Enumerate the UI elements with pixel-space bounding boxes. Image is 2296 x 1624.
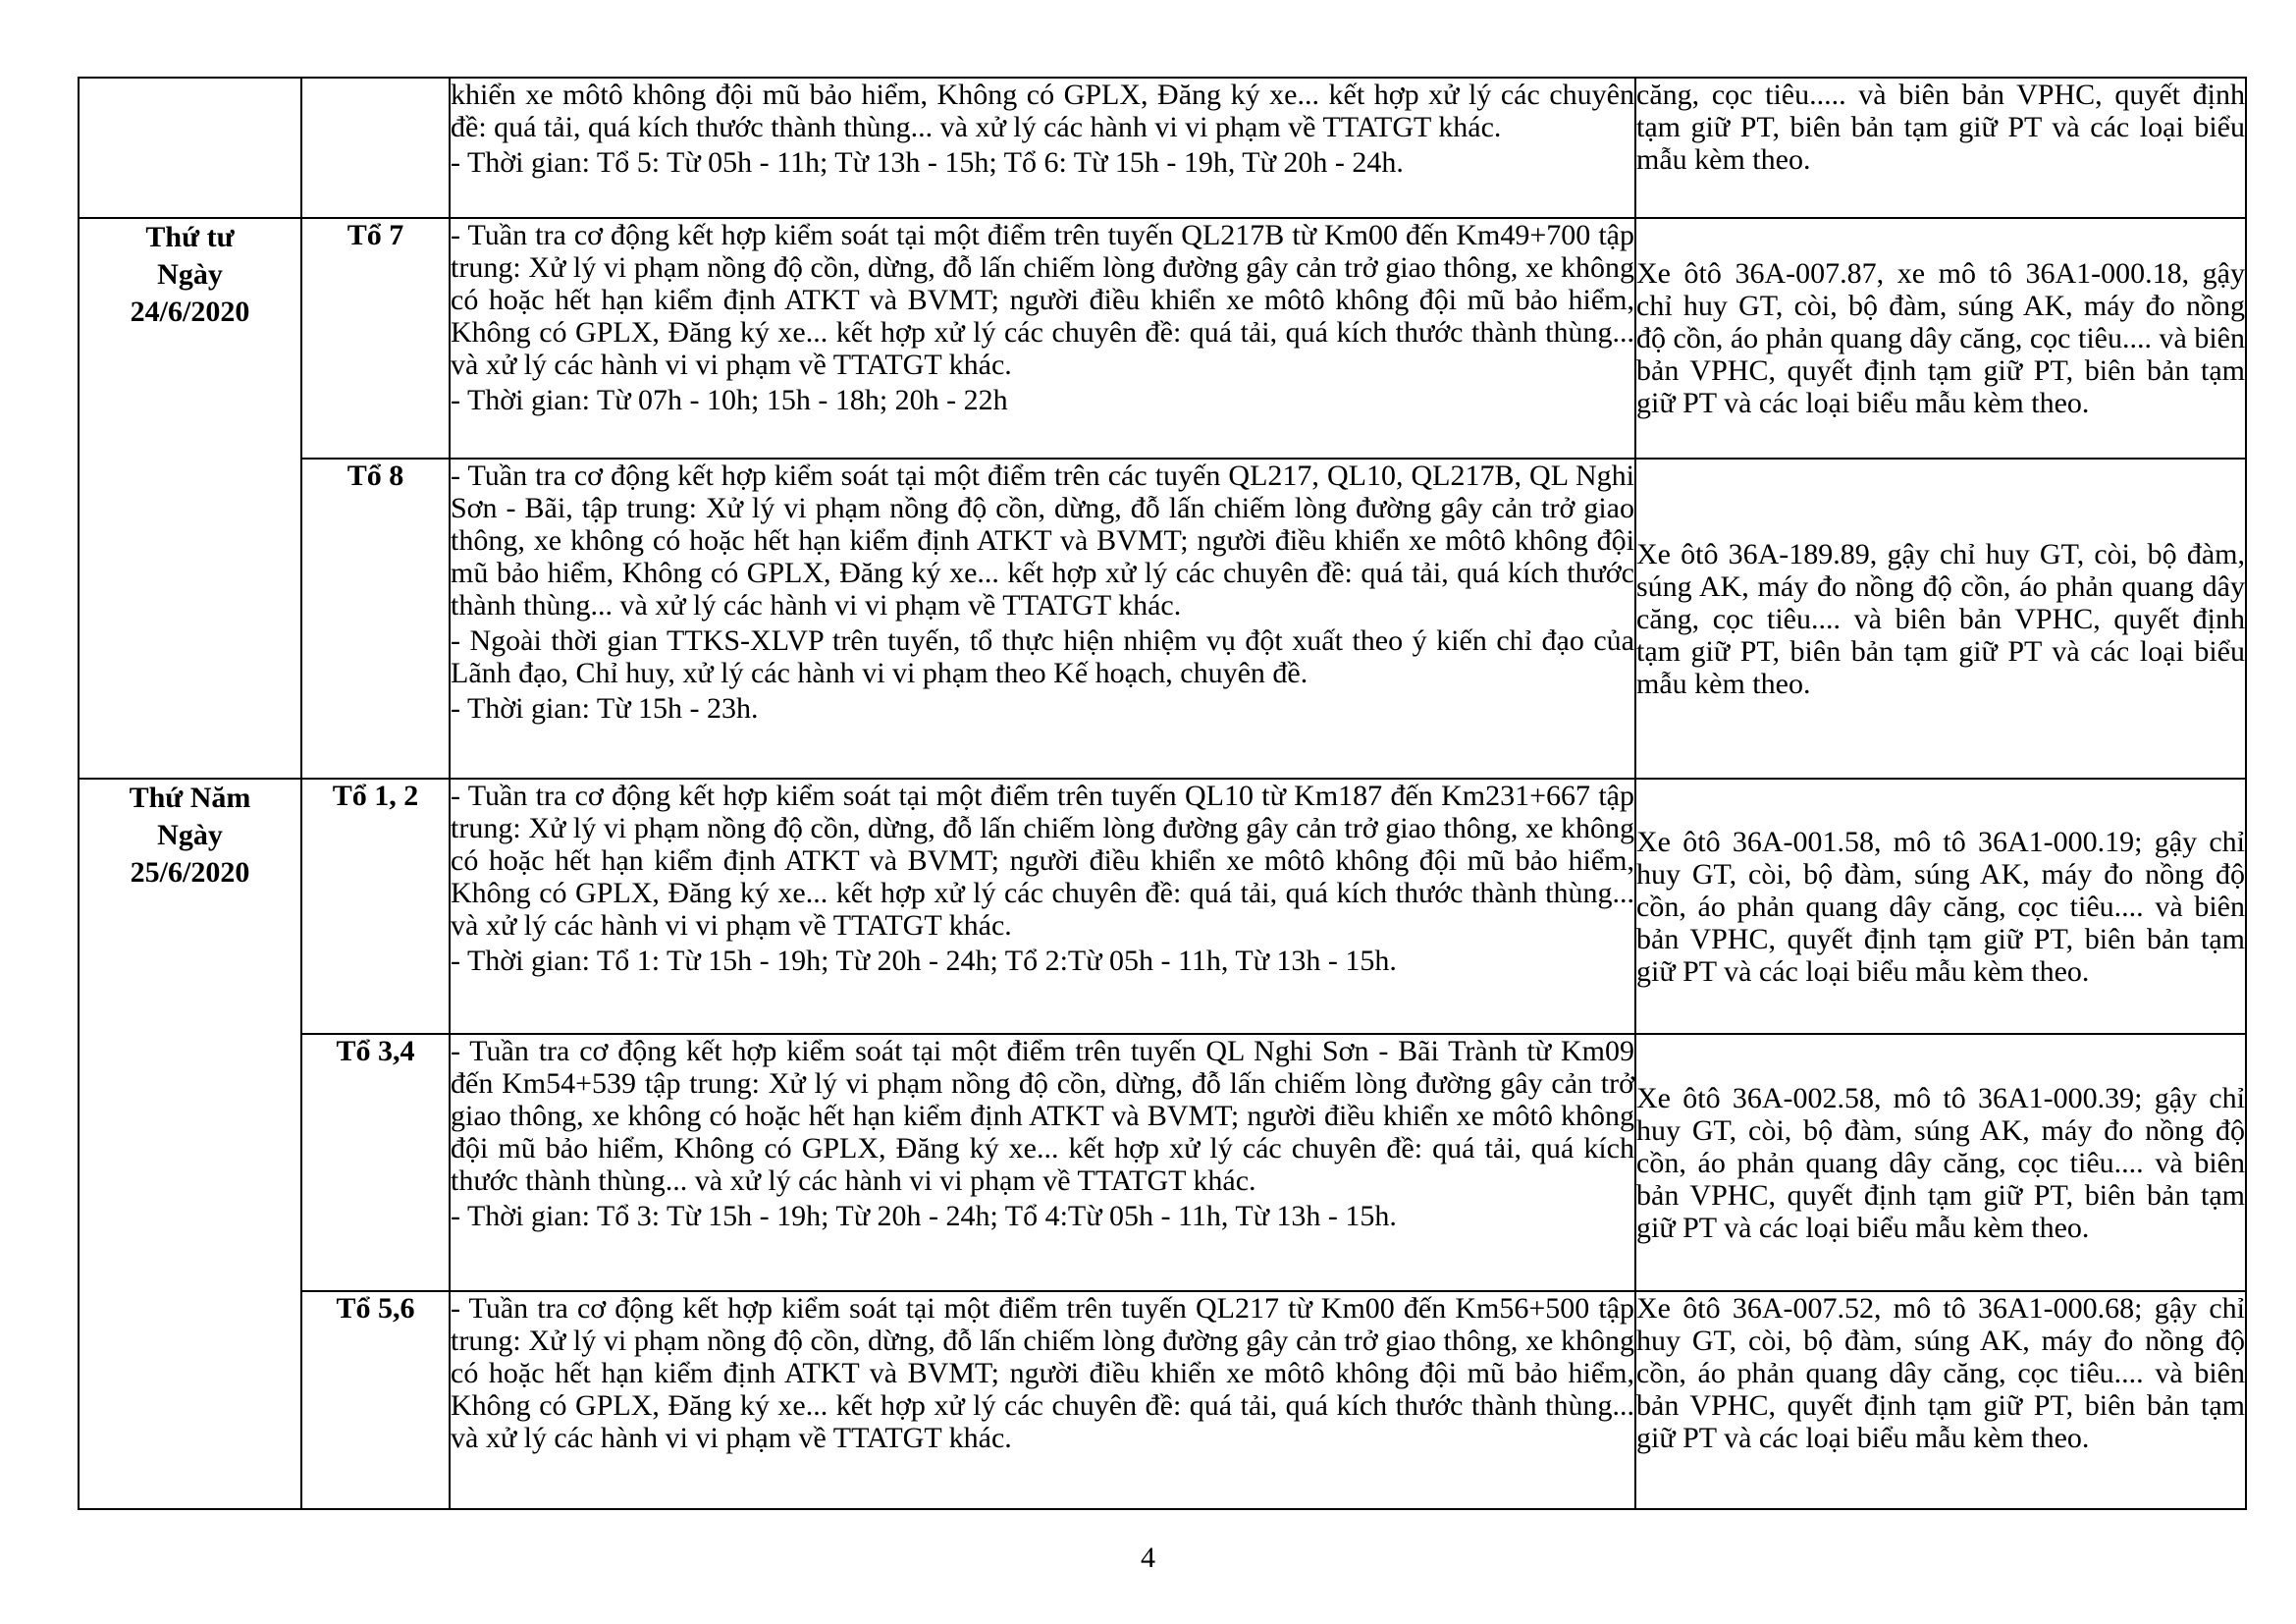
table-row xyxy=(79,218,2246,459)
team-cell: Tổ 5,6 xyxy=(301,1291,450,1509)
task-time: - Thời gian: Từ 15h - 23h. xyxy=(451,692,759,725)
table-row xyxy=(79,779,2246,1034)
day-label: Ngày xyxy=(157,819,223,851)
day-date: 25/6/2020 xyxy=(130,856,250,889)
day-date: 24/6/2020 xyxy=(130,296,250,328)
task-paragraph: - Tuần tra cơ động kết hợp kiểm soát tại một điểm trên tuyến QL Nghi Sơn - Bãi Trành từ Km09 đến Km54+539 tập trung: Xử lý vi phạm nồng độ cồn, dừng, đỗ lấn chiếm lòng đường gây cản trở giao thông, xe không có hoặc hết hạn kiểm định ATKT và BVMT; người điều khiển xe môtô không đội mũ bảo hiểm, Không có GPLX, Đăng ký xe... kết hợp xử lý các chuyên đề: quá tải, quá kích thước thành thùng... và xử lý các hành vi vi phạm về TTATGT khác. xyxy=(451,1035,1634,1197)
task-cell xyxy=(450,459,1635,779)
page-number: 4 xyxy=(1141,1542,1155,1574)
equipment-cell: Xe ôtô 36A-001.58, mô tô 36A1-000.19; gậy chỉ huy GT, còi, bộ đàm, súng AK, máy đo nồng độ cồn, áo phản quang dây căng, cọc tiêu.... và biên bản VPHC, quyết định tạm giữ PT, biên bản tạm giữ PT và các loại biểu mẫu kèm theo. xyxy=(1635,779,2246,1034)
task-cell xyxy=(450,1291,1635,1509)
table-row xyxy=(79,1291,2246,1509)
task-time: - Thời gian: Tổ 3: Từ 15h - 19h; Từ 20h - 24h; Tổ 4:Từ 05h - 11h, Từ 13h - 15h. xyxy=(451,1200,1397,1232)
table-row xyxy=(79,459,2246,779)
team-cell: Tổ 8 xyxy=(301,459,450,779)
equipment-cell: Xe ôtô 36A-002.58, mô tô 36A1-000.39; gậy chỉ huy GT, còi, bộ đàm, súng AK, máy đo nồng độ cồn, áo phản quang dây căng, cọc tiêu.... và biên bản VPHC, quyết định tạm giữ PT, biên bản tạm giữ PT và các loại biểu mẫu kèm theo. xyxy=(1635,1034,2246,1291)
day-cell xyxy=(79,218,301,779)
task-time: - Thời gian: Tổ 5: Từ 05h - 11h; Từ 13h - 15h; Tổ 6: Từ 15h - 19h, Từ 20h - 24h. xyxy=(451,146,1404,179)
task-paragraph: - Ngoài thời gian TTKS-XLVP trên tuyến, tổ thực hiện nhiệm vụ đột xuất theo ý kiến chỉ đạo của Lãnh đạo, Chỉ huy, xử lý các hành vi vi phạm theo Kế hoạch, chuyên đề. xyxy=(451,624,1634,689)
day-cell xyxy=(79,779,301,1509)
day-weekday: Thứ tư xyxy=(145,221,235,253)
equipment-cell: Xe ôtô 36A-189.89, gậy chỉ huy GT, còi, bộ đàm, súng AK, máy đo nồng độ cồn, áo phản quang dây căng, cọc tiêu.... và biên bản VPHC, quyết định tạm giữ PT, biên bản tạm giữ PT và các loại biểu mẫu kèm theo. xyxy=(1635,459,2246,779)
table-row xyxy=(79,78,2246,218)
task-paragraph: - Tuần tra cơ động kết hợp kiểm soát tại một điểm trên tuyến QL217 từ Km00 đến Km56+500 tập trung: Xử lý vi phạm nồng độ cồn, dừng, đỗ lấn chiếm lòng đường gây cản trở giao thông, xe không có hoặc hết hạn kiểm định ATKT và BVMT; người điều khiển xe môtô không đội mũ bảo hiểm, Không có GPLX, Đăng ký xe... kết hợp xử lý các chuyên đề: quá tải, quá kích thước thành thùng... và xử lý các hành vi vi phạm về TTATGT khác. xyxy=(451,1292,1634,1454)
equipment-cell: Xe ôtô 36A-007.87, xe mô tô 36A1-000.18, gậy chỉ huy GT, còi, bộ đàm, súng AK, máy đo nồng độ cồn, áo phản quang dây căng, cọc tiêu.... và biên bản VPHC, quyết định tạm giữ PT, biên bản tạm giữ PT và các loại biểu mẫu kèm theo. xyxy=(1635,218,2246,459)
team-cell: Tổ 1, 2 xyxy=(301,779,450,1034)
task-paragraph: - Tuần tra cơ động kết hợp kiểm soát tại một điểm trên tuyến QL217B từ Km00 đến Km49+700 tập trung: Xử lý vi phạm nồng độ cồn, dừng, đỗ lấn chiếm lòng đường gây cản trở giao thông, xe không có hoặc hết hạn kiểm định ATKT và BVMT; người điều khiển xe môtô không đội mũ bảo hiểm, Không có GPLX, Đăng ký xe... kết hợp xử lý các chuyên đề: quá tải, quá kích thước thành thùng... và xử lý các hành vi vi phạm về TTATGT khác. xyxy=(451,219,1634,381)
schedule-table xyxy=(78,77,2247,1510)
task-cell xyxy=(450,779,1635,1034)
team-cell-empty xyxy=(301,78,450,218)
task-time: - Thời gian: Từ 07h - 10h; 15h - 18h; 20h - 22h xyxy=(451,384,1008,416)
day-label: Ngày xyxy=(157,258,223,291)
task-cell xyxy=(450,78,1635,218)
task-paragraph: khiển xe môtô không đội mũ bảo hiểm, Không có GPLX, Đăng ký xe... kết hợp xử lý các chuyên đề: quá tải, quá kích thước thành thùng... và xử lý các hành vi vi phạm về TTATGT khác. xyxy=(451,79,1634,143)
task-cell xyxy=(450,218,1635,459)
task-paragraph: - Tuần tra cơ động kết hợp kiểm soát tại một điểm trên tuyến QL10 từ Km187 đến Km231+667 tập trung: Xử lý vi phạm nồng độ cồn, dừng, đỗ lấn chiếm lòng đường gây cản trở giao thông, xe không có hoặc hết hạn kiểm định ATKT và BVMT; người điều khiển xe môtô không đội mũ bảo hiểm, Không có GPLX, Đăng ký xe... kết hợp xử lý các chuyên đề: quá tải, quá kích thước thành thùng... và xử lý các hành vi vi phạm về TTATGT khác. xyxy=(451,780,1634,942)
day-weekday: Thứ Năm xyxy=(129,782,251,814)
task-paragraph: - Tuần tra cơ động kết hợp kiểm soát tại một điểm trên các tuyến QL217, QL10, QL217B, QL Nghi Sơn - Bãi, tập trung: Xử lý vi phạm nồng độ cồn, dừng, đỗ lấn chiếm lòng đường gây cản trở giao thông, xe không có hoặc hết hạn kiểm định ATKT và BVMT; người điều khiển xe môtô không đội mũ bảo hiểm, Không có GPLX, Đăng ký xe... kết hợp xử lý các chuyên đề: quá tải, quá kích thước thành thùng... và xử lý các hành vi vi phạm về TTATGT khác. xyxy=(451,460,1634,622)
table-row xyxy=(79,1034,2246,1291)
task-cell xyxy=(450,1034,1635,1291)
equipment-cell: Xe ôtô 36A-007.52, mô tô 36A1-000.68; gậy chỉ huy GT, còi, bộ đàm, súng AK, máy đo nồng độ cồn, áo phản quang dây căng, cọc tiêu.... và biên bản VPHC, quyết định tạm giữ PT, biên bản tạm giữ PT và các loại biểu mẫu kèm theo. xyxy=(1635,1291,2246,1509)
team-cell: Tổ 7 xyxy=(301,218,450,459)
team-cell: Tổ 3,4 xyxy=(301,1034,450,1291)
equipment-cell: căng, cọc tiêu..... và biên bản VPHC, quyết định tạm giữ PT, biên bản tạm giữ PT và các loại biểu mẫu kèm theo. xyxy=(1635,78,2246,218)
day-cell-empty xyxy=(79,78,301,218)
task-time: - Thời gian: Tổ 1: Từ 15h - 19h; Từ 20h - 24h; Tổ 2:Từ 05h - 11h, Từ 13h - 15h. xyxy=(451,945,1397,977)
